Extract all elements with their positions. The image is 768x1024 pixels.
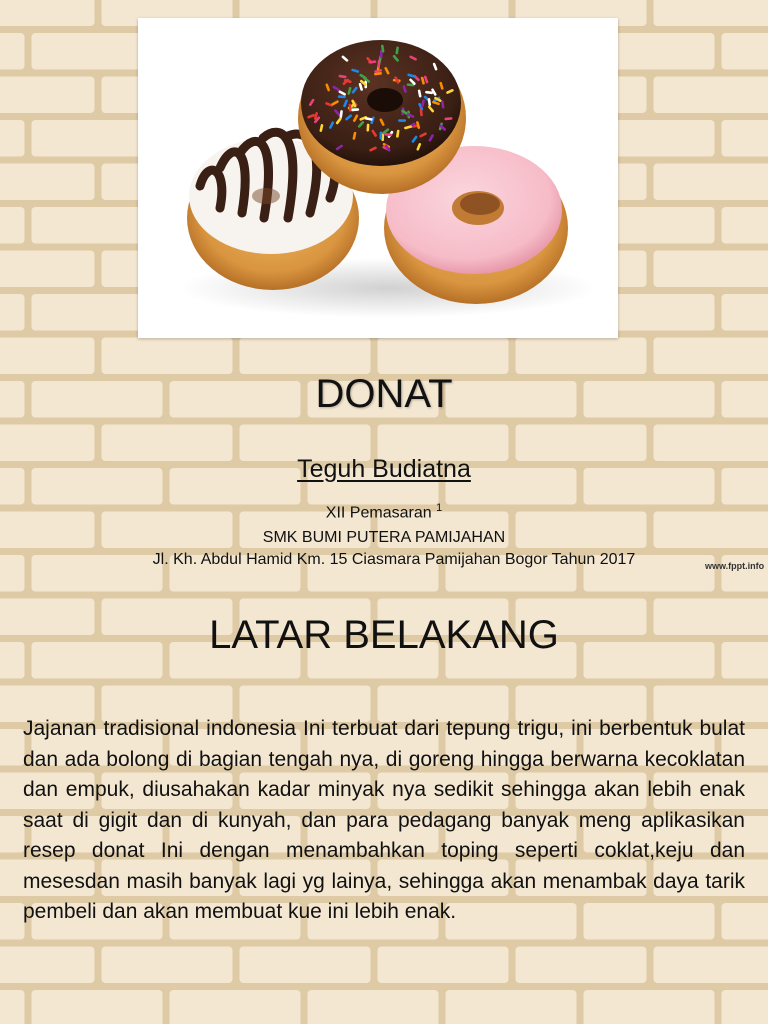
brick	[32, 990, 163, 1024]
school-address: Jl. Kh. Abdul Hamid Km. 15 Ciasmara Pamijahan Bogor Tahun 2017	[152, 551, 636, 568]
brick	[722, 33, 768, 70]
brick	[584, 990, 715, 1024]
brick	[654, 0, 768, 26]
brick	[378, 338, 509, 375]
sprinkle	[338, 95, 346, 98]
school-name: SMK BUMI PUTERA PAMIJAHAN	[262, 529, 506, 546]
brick	[0, 903, 25, 940]
brick	[0, 294, 25, 331]
donuts-illustration	[138, 18, 618, 338]
brick	[722, 294, 768, 331]
watermark-text: www.fppt.info	[705, 561, 765, 571]
brick	[0, 0, 95, 26]
brick	[0, 816, 25, 853]
brick	[516, 947, 647, 984]
brick	[308, 990, 439, 1024]
brick	[654, 77, 768, 114]
brick	[0, 729, 25, 766]
brick	[0, 33, 25, 70]
brick	[102, 338, 233, 375]
brick	[0, 77, 95, 114]
brick	[240, 947, 371, 984]
sprinkle	[398, 119, 406, 122]
brick	[240, 338, 371, 375]
brick	[0, 164, 95, 201]
author-name-text: Teguh Budiatna	[297, 455, 471, 483]
sprinkle-donut	[298, 40, 466, 194]
brick	[516, 338, 647, 375]
brick	[0, 990, 25, 1024]
sprinkle	[379, 131, 382, 139]
brick	[722, 207, 768, 244]
donuts-photo	[138, 18, 618, 338]
brick	[0, 947, 95, 984]
sprinkle	[366, 124, 369, 132]
brick	[722, 120, 768, 157]
brick	[0, 120, 25, 157]
brick	[0, 338, 95, 375]
brick	[654, 164, 768, 201]
brick	[378, 947, 509, 984]
brick	[0, 207, 25, 244]
class-text: XII Pemasaran	[325, 504, 432, 522]
section-paragraph: Jajanan tradisional indonesia Ini terbuat dari tepung trigu, ini berbentuk bulat dan ada bolong di bagian tengah nya, di goreng hingga berwarna kecoklatan dan empuk, diusahakan kadar minyak nya sedikit sehingga akan lebih enak saat di gigit dan di kunyah, dan para pedagang banyak meng aplikasikan resep donat Ini dengan menambahkan toping seperti coklat,keju dan mesesdan masih banyak lagi yg lainya, sehingga akan menambak daya tarik pembeli dan akan membuat kue ini lebih enak.	[23, 717, 745, 923]
brick	[722, 990, 768, 1024]
author-name	[0, 453, 768, 485]
brick	[0, 251, 95, 288]
brick	[654, 338, 768, 375]
sprinkle	[349, 104, 352, 112]
brick	[654, 947, 768, 984]
class-superscript: 1	[436, 502, 443, 514]
class-label	[0, 498, 768, 523]
brick	[102, 947, 233, 984]
section-heading: LATAR BELAKANG	[209, 613, 559, 657]
brick	[170, 990, 301, 1024]
brick	[654, 251, 768, 288]
brick	[446, 990, 577, 1024]
slide-title: DONAT	[315, 372, 453, 416]
